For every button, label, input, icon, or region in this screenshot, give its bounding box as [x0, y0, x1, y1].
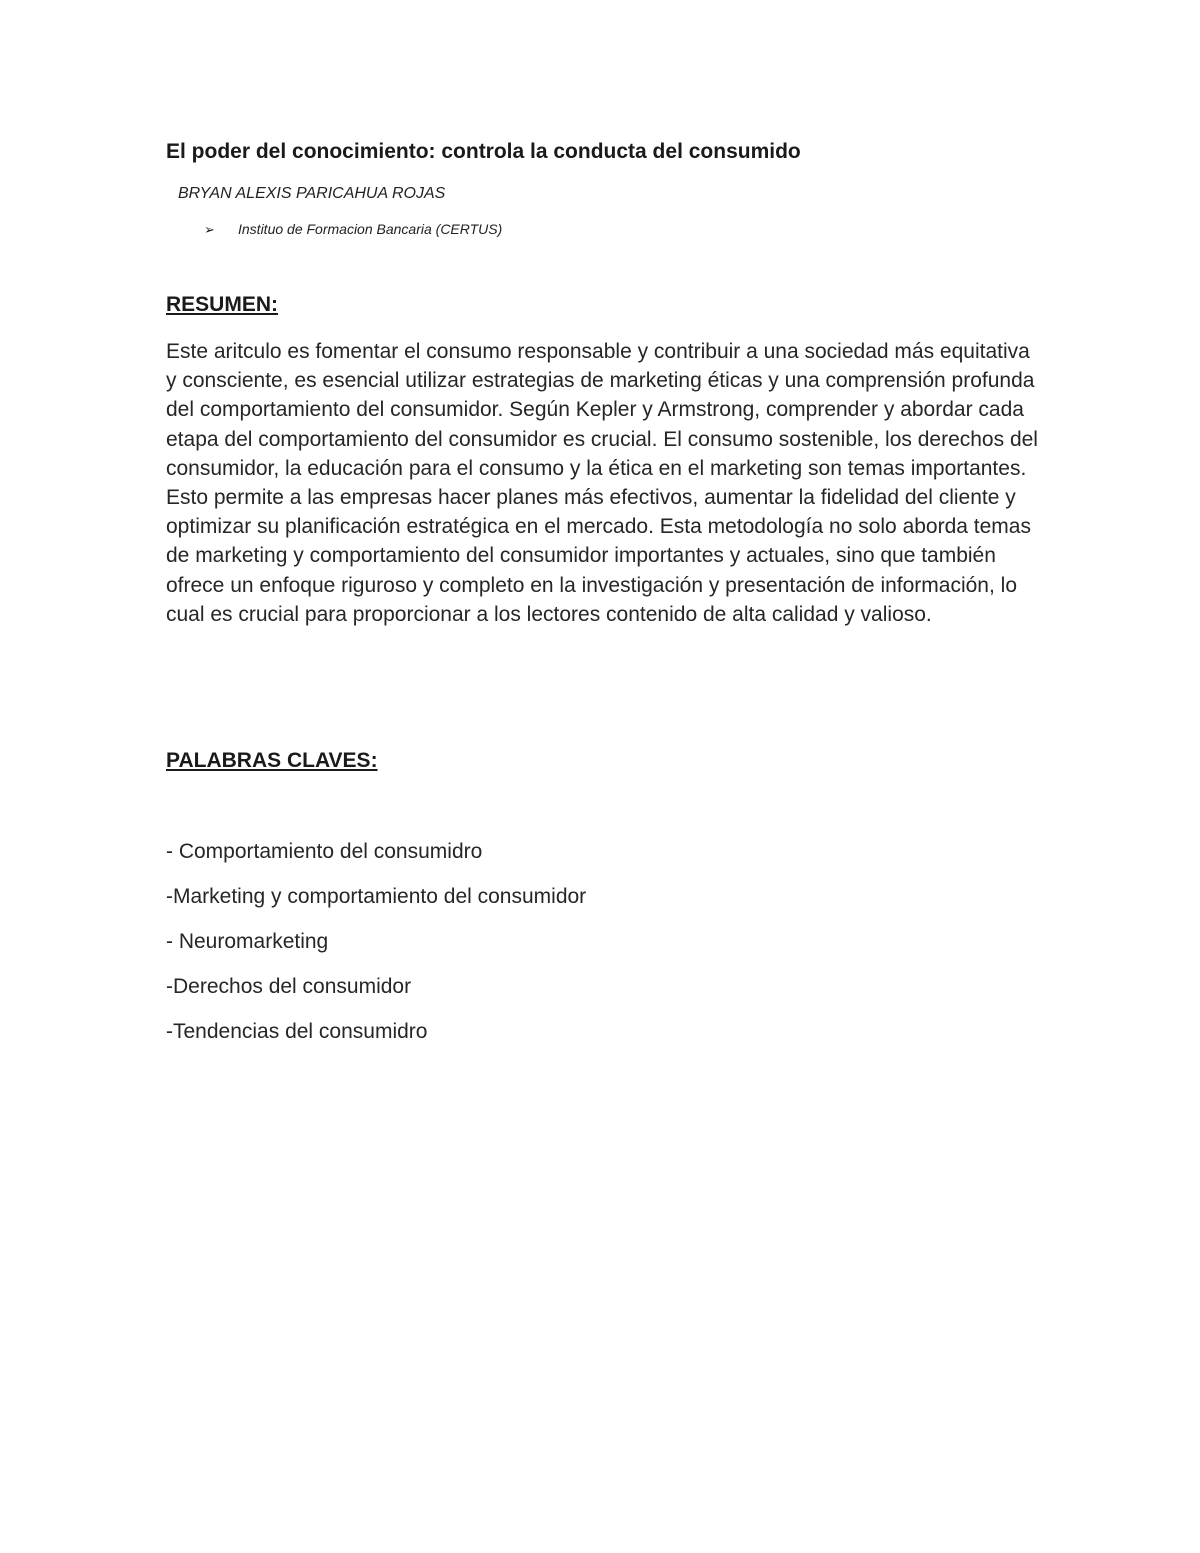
keyword-item: -Tendencias del consumidro	[166, 1020, 428, 1043]
document-title: El poder del conocimiento: controla la conducta del consumido	[166, 140, 801, 163]
resumen-heading: RESUMEN:	[166, 293, 279, 316]
keyword-item: -Derechos del consumidor	[166, 975, 412, 998]
abstract-paragraph: Este aritculo es fomentar el consumo responsable y contribuir a una sociedad más equitativa y consciente, es esencial utilizar estrategias de marketing éticas y una comprensión profunda del comportamiento del consumidor. Según Kepler y Armstrong, comprender y abordar cada etapa del comportamiento del consumidor es crucial. El consumo sostenible, los derechos del consumidor, la educación para el consumo y la ética en el marketing son temas importantes. Esto permite a las empresas hacer planes más efectivos, aumentar la fidelidad del cliente y optimizar su planificación estratégica en el mercado. Esta metodología no solo aborda temas de marketing y comportamiento del consumidor importantes y actuales, sino que también ofrece un enfoque riguroso y completo en la investigación y presentación de información, lo cual es crucial para proporcionar a los lectores contenido de alta calidad y valioso.	[166, 340, 1038, 626]
affiliation-text: Instituo de Formacion Bancaria (CERTUS)	[238, 221, 503, 237]
keywords-list	[166, 838, 586, 1063]
keyword-item: - Neuromarketing	[166, 930, 329, 953]
author-name: BRYAN ALEXIS PARICAHUA ROJAS	[178, 185, 446, 202]
keywords-heading: PALABRAS CLAVES:	[166, 749, 378, 772]
keyword-item: -Marketing y comportamiento del consumidor	[166, 885, 587, 908]
arrow-bullet-icon: ➢	[204, 222, 215, 237]
affiliation-line	[204, 221, 502, 238]
keyword-item: - Comportamiento del consumidro	[166, 840, 483, 863]
